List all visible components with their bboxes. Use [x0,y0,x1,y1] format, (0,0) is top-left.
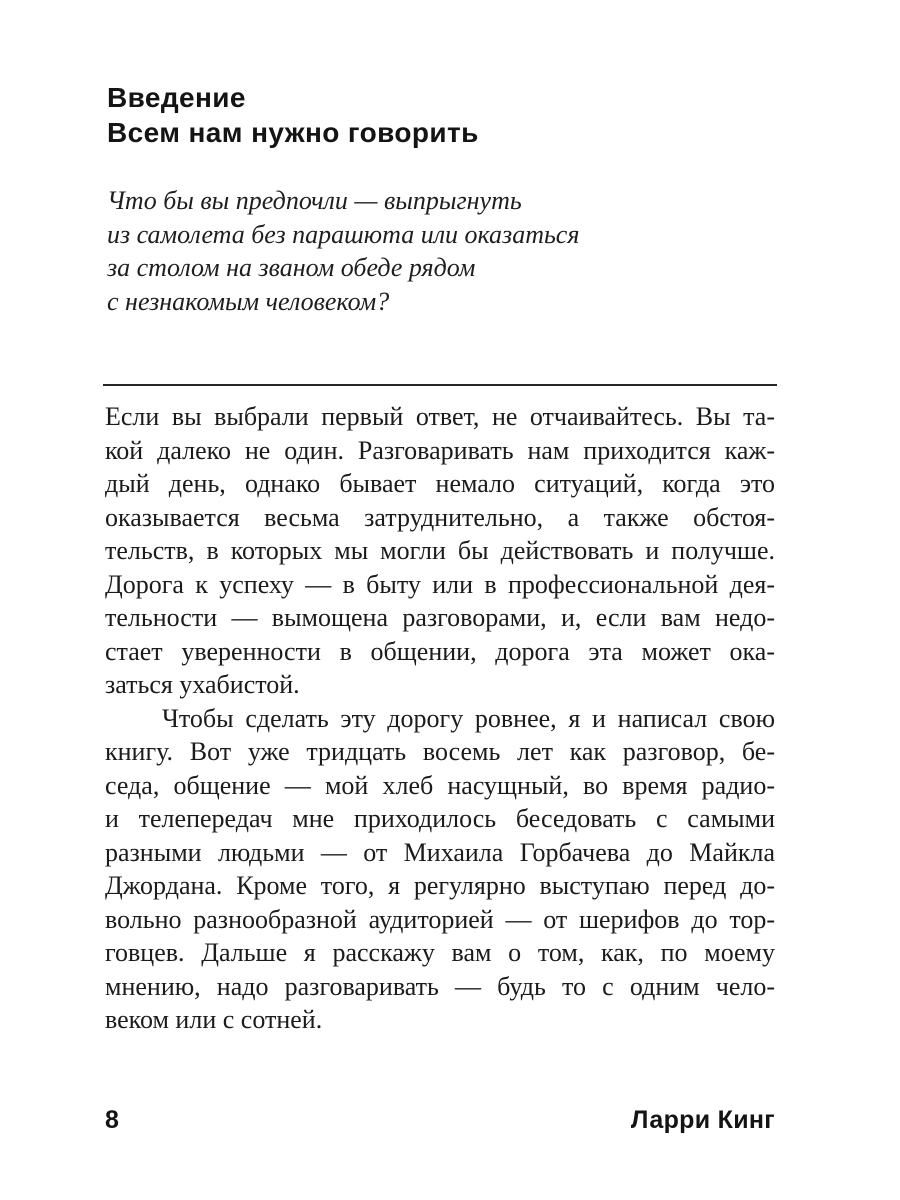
page-number: 8 [105,1106,120,1134]
chapter-title [107,80,479,150]
page-footer [105,1106,775,1135]
body-line: книгу. Вот уже тридцать восемь лет как разговор, бе- [105,737,775,766]
body-line: веком или с сотней. [105,1005,323,1034]
body-line: Чтобы сделать эту дорогу ровнее, я и написал свою [162,703,775,733]
epigraph-line: Что бы вы предпочли — выпрыгнуть [107,186,522,215]
chapter-title-line-1: Введение [107,82,246,113]
chapter-title-line-2: Всем нам нужно говорить [107,117,479,148]
body-line: седа, общение — мой хлеб насущный, во время радио- [105,770,775,800]
body-line: Дорога к успеху — в быту или в профессиональной дея- [105,569,775,599]
body-line: говцев. Дальше я расскажу вам о том, как, по моему [105,938,775,967]
epigraph [107,184,747,318]
paragraph-2 [105,702,775,1037]
body-line: тельности — вымощена разговорами, и, если вам недо- [105,603,775,632]
epigraph-line: из самолета без парашюта или оказаться [107,219,580,249]
body-line: стает уверенности в общении, дорога эта может ока- [105,636,775,666]
body-line: оказывается весьма затруднительно, а также обстоя- [105,502,775,532]
body-line: тельств, в которых мы могли бы действовать и получше. [105,536,775,565]
epigraph-line: с незнакомым человеком? [107,286,390,316]
body-line: заться ухабистой. [105,670,300,699]
body-line: разными людьми — от Михаила Горбачева до Майкла [105,837,775,867]
body-line: и телепередач мне приходилось беседовать с самыми [105,804,775,833]
body-line: мнению, надо разговаривать — будь то с одним чело- [105,971,775,1001]
section-divider [103,384,777,386]
running-author: Ларри Кинг [630,1106,775,1134]
paragraph-1 [105,400,775,702]
body-line: Джордана. Кроме того, я регулярно выступаю перед до- [105,871,775,900]
body-text [105,400,775,1037]
body-line: Если вы выбрали первый ответ, не отчаивайтесь. Вы та- [105,402,775,431]
body-line: вольно разнообразной аудиторией — от шерифов до тор- [105,904,775,934]
body-line: кой далеко не один. Разговаривать нам приходится каж- [105,435,775,465]
epigraph-line: за столом на званом обеде рядом [107,253,476,282]
body-line: дый день, однако бывает немало ситуаций, когда это [105,469,775,498]
